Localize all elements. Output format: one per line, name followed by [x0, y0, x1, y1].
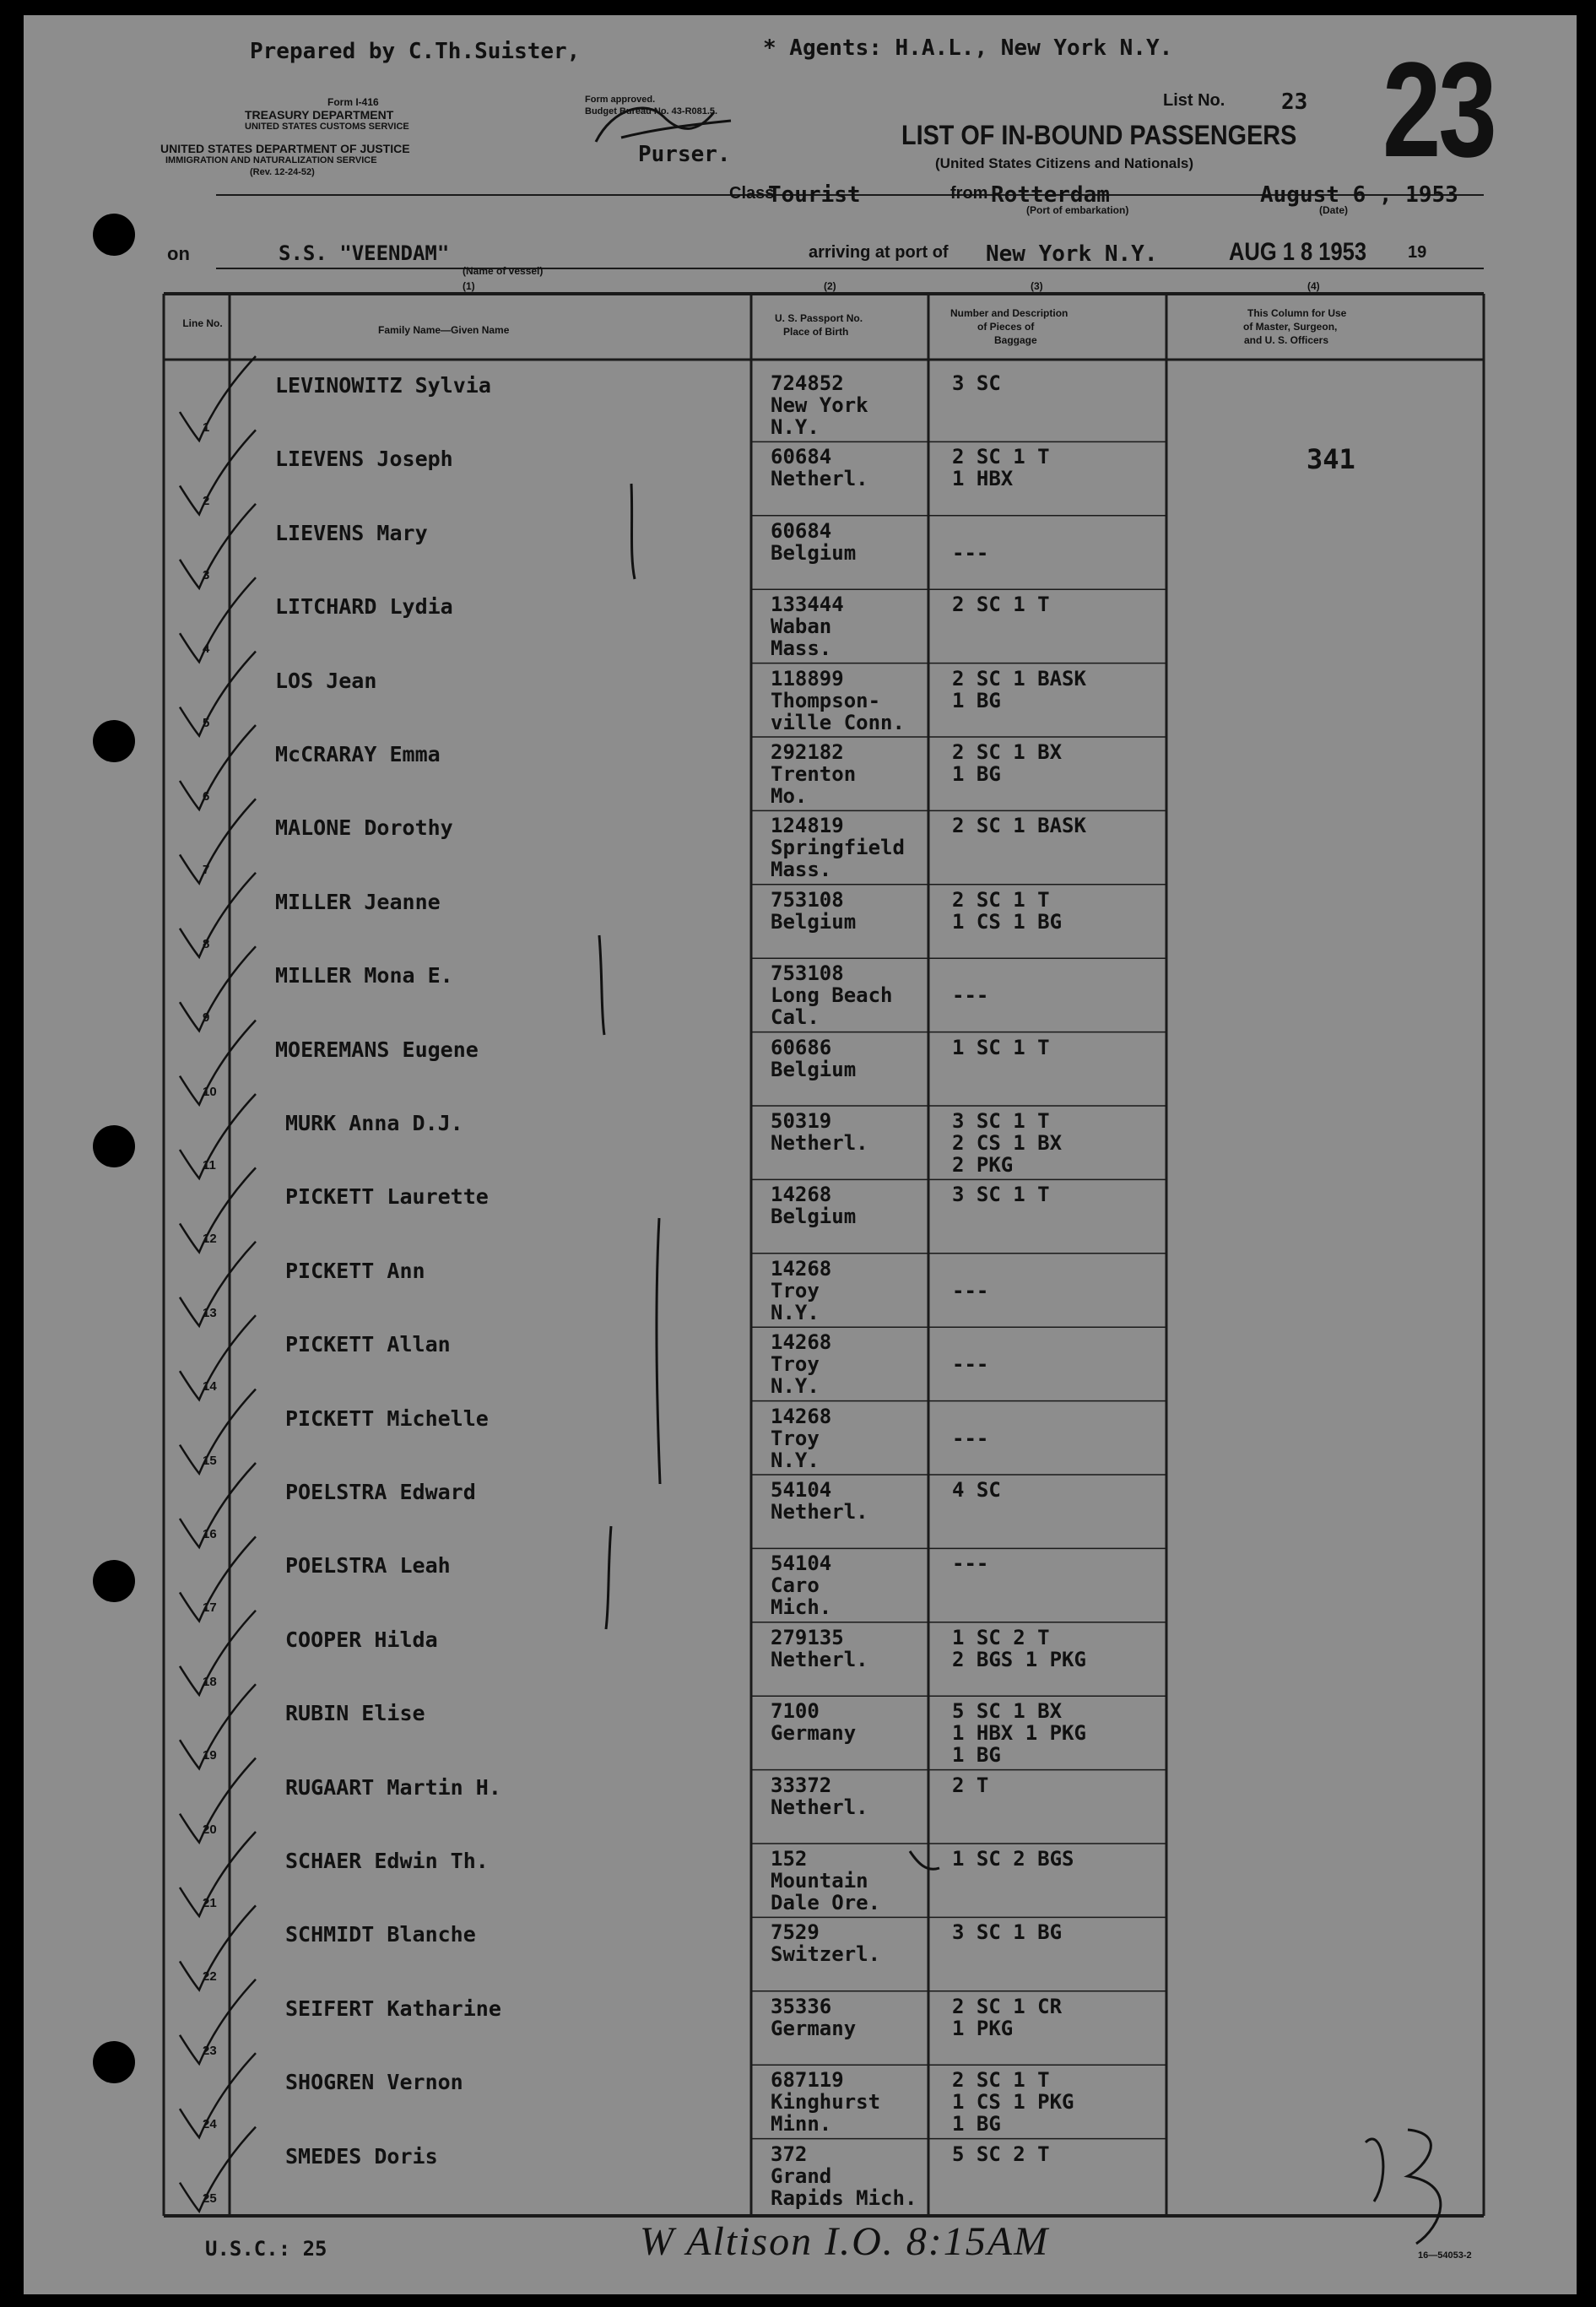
baggage-description: 1 PKG: [952, 2016, 1014, 2040]
form-code: 16—54053-2: [1418, 2250, 1472, 2261]
passport-number: 118899: [771, 666, 844, 690]
baggage-description: 1 SC 2 T: [952, 1625, 1050, 1649]
birthplace: Dale Ore.: [771, 1891, 881, 1914]
baggage-description: 3 SC 1 BG: [952, 1920, 1063, 1945]
baggage-description: 2 SC 1 T: [952, 2068, 1050, 2093]
baggage-description: 2 SC 1 CR: [952, 1994, 1063, 2018]
passenger-name: LIEVENS Mary: [275, 520, 428, 545]
baggage-description: 2 SC 1 T: [952, 593, 1050, 617]
passport-number: 14268: [771, 1330, 832, 1355]
arriving-label: arriving at port of: [809, 243, 949, 262]
passport-number: 687119: [771, 2068, 844, 2093]
birthplace: N.Y.: [771, 1300, 820, 1324]
agents: * Agents: H.A.L., New York N.Y.: [763, 35, 1173, 61]
line-number: 12: [203, 1232, 217, 1247]
passenger-name: RUBIN Elise: [285, 1701, 425, 1726]
birthplace: Thompson-: [771, 688, 881, 712]
birthplace: Kinghurst: [771, 2090, 881, 2115]
line-number: 19: [203, 1748, 217, 1763]
baggage-description: ---: [952, 1352, 989, 1377]
passenger-name: POELSTRA Edward: [285, 1480, 476, 1504]
passenger-name: POELSTRA Leah: [285, 1553, 451, 1579]
col-header-officers-3: and U. S. Officers: [1244, 334, 1329, 346]
budget-bureau: Budget Bureau No. 43-R081.5.: [585, 106, 718, 116]
baggage-description: 3 SC 1 T: [952, 1109, 1050, 1133]
line-number: 23: [203, 2043, 217, 2058]
birthplace: Trenton: [771, 762, 857, 786]
birthplace: Rapids Mich.: [771, 2185, 917, 2210]
passenger-name: McCRARAY Emma: [275, 742, 441, 766]
passenger-name: RUGAART Martin H.: [285, 1774, 501, 1800]
birthplace: Troy: [771, 1352, 820, 1377]
baggage-description: ---: [952, 1426, 989, 1450]
passport-number: 14268: [771, 1404, 832, 1428]
birthplace: Waban: [771, 615, 832, 639]
line-number: 9: [203, 1010, 210, 1026]
birthplace: Netherl.: [771, 1795, 868, 1819]
passenger-name: SCHMIDT Blanche: [285, 1922, 476, 1947]
birthplace: Mass.: [771, 636, 832, 661]
birthplace: Mountain: [771, 1869, 868, 1893]
passenger-name: SHOGREN Vernon: [285, 2070, 463, 2095]
birthplace: Switzerl.: [771, 1942, 881, 1967]
baggage-description: 1 SC 1 T: [952, 1035, 1050, 1059]
line-number: 5: [203, 715, 210, 730]
birthplace: Netherl.: [771, 1500, 868, 1524]
baggage-description: 1 CS 1 PKG: [952, 2090, 1074, 2115]
manifest-page: [24, 15, 1577, 2294]
baggage-description: 2 T: [952, 1773, 989, 1797]
baggage-description: 2 PKG: [952, 1153, 1014, 1177]
baggage-description: 1 SC 2 BGS: [952, 1847, 1074, 1871]
birthplace: Mass.: [771, 858, 832, 882]
passport-number: 60684: [771, 445, 832, 469]
baggage-description: 1 HBX: [952, 467, 1014, 491]
passport-number: 279135: [771, 1625, 844, 1649]
passport-number: 133444: [771, 593, 844, 617]
form-title: LIST OF IN-BOUND PASSENGERS: [901, 120, 1297, 150]
baggage-description: 2 SC 1 BX: [952, 740, 1063, 764]
passenger-name: MALONE Dorothy: [275, 815, 453, 841]
passenger-name: PICKETT Ann: [285, 1258, 425, 1283]
birthplace: Germany: [771, 2016, 857, 2040]
line-number: 2: [203, 494, 210, 509]
passenger-name: MOEREMANS Eugene: [275, 1037, 479, 1062]
treasury-dept: TREASURY DEPARTMENT: [245, 108, 394, 122]
passenger-name: LEVINOWITZ Sylvia: [275, 373, 491, 398]
passport-number: 33372: [771, 1773, 832, 1797]
line-number: 15: [203, 1453, 217, 1468]
baggage-description: 1 BG: [952, 688, 1001, 712]
from-label: from: [950, 184, 988, 203]
list-no-label: List No.: [1163, 91, 1225, 110]
passport-number: 372: [771, 2142, 808, 2166]
baggage-description: 1 BG: [952, 2112, 1001, 2136]
col-num-4: (4): [1307, 280, 1320, 292]
line-number: 18: [203, 1674, 217, 1689]
form-subtitle: (United States Citizens and Nationals): [935, 155, 1194, 171]
baggage-description: 5 SC 1 BX: [952, 1699, 1063, 1724]
passenger-name: MILLER Jeanne: [275, 889, 441, 914]
passport-number: 35336: [771, 1994, 832, 2018]
vessel-caption: (Name of vessel): [463, 265, 544, 277]
birthplace: ville Conn.: [771, 710, 905, 734]
col-header-birthplace: Place of Birth: [783, 326, 849, 338]
passport-number: 753108: [771, 887, 844, 912]
birthplace: N.Y.: [771, 415, 820, 439]
birthplace: Caro: [771, 1573, 820, 1598]
vessel-name: S.S. "VEENDAM": [279, 241, 450, 265]
line-number: 14: [203, 1379, 217, 1394]
birthplace: Belgium: [771, 1057, 857, 1081]
line-number: 13: [203, 1305, 217, 1320]
form-approved: Form approved.: [585, 95, 656, 105]
baggage-description: 5 SC 2 T: [952, 2142, 1050, 2166]
from-value: Rotterdam: [991, 182, 1110, 208]
line-number: 10: [203, 1084, 217, 1099]
birthplace: Belgium: [771, 540, 857, 565]
birthplace: Grand: [771, 2163, 832, 2188]
line-number: 17: [203, 1600, 217, 1616]
date-caption: (Date): [1319, 204, 1349, 216]
col-header-baggage-2: of Pieces of: [977, 321, 1035, 333]
line-number: 6: [203, 789, 210, 804]
passenger-name: PICKETT Laurette: [285, 1184, 489, 1210]
birthplace: Netherl.: [771, 467, 868, 491]
line-number: 21: [203, 1896, 217, 1910]
baggage-description: 1 CS 1 BG: [952, 909, 1063, 934]
ins-service: IMMIGRATION AND NATURALIZATION SERVICE: [165, 155, 377, 165]
passport-number: 292182: [771, 740, 844, 764]
col-num-3: (3): [1031, 280, 1043, 292]
inspector-signature: W Altison I.O. 8:15AM: [640, 2219, 1050, 2264]
baggage-description: ---: [952, 1552, 989, 1576]
line-number: 4: [203, 642, 210, 657]
passport-number: 753108: [771, 961, 844, 986]
baggage-description: 3 SC 1 T: [952, 1183, 1050, 1207]
col-header-name: Family Name—Given Name: [378, 324, 510, 336]
baggage-description: 2 BGS 1 PKG: [952, 1647, 1086, 1671]
col-header-line-no: Line No.: [182, 317, 223, 329]
line-number: 20: [203, 1822, 217, 1837]
baggage-description: 2 SC 1 T: [952, 887, 1050, 912]
birthplace: Troy: [771, 1426, 820, 1450]
usc-total: U.S.C.: 25: [205, 2237, 327, 2261]
class-value: Tourist: [768, 182, 861, 208]
baggage-description: 4 SC: [952, 1478, 1001, 1502]
port-embark-caption: (Port of embarkation): [1026, 204, 1129, 216]
officer-note: 341: [1307, 443, 1355, 476]
col-header-baggage-3: Baggage: [994, 334, 1037, 346]
line-number: 7: [203, 863, 210, 878]
baggage-description: 2 SC 1 BASK: [952, 814, 1086, 838]
baggage-description: 2 SC 1 T: [952, 445, 1050, 469]
passenger-name: SEIFERT Katharine: [285, 1996, 501, 2021]
handwritten-marks: [24, 15, 1577, 2294]
birthplace: New York: [771, 393, 868, 417]
baggage-description: 1 HBX 1 PKG: [952, 1721, 1086, 1746]
line-number: 24: [203, 2117, 217, 2132]
line-number: 16: [203, 1527, 217, 1541]
passenger-name: SMEDES Doris: [285, 2143, 438, 2169]
birthplace: Mich.: [771, 1595, 832, 1620]
on-label: on: [167, 243, 190, 264]
passenger-name: LIEVENS Joseph: [275, 447, 453, 472]
passport-number: 7100: [771, 1699, 820, 1724]
col-header-passport: U. S. Passport No.: [775, 312, 863, 324]
col-num-1: (1): [463, 280, 475, 292]
line-number: 3: [203, 567, 210, 582]
passport-number: 724852: [771, 371, 844, 395]
line-number: 25: [203, 2191, 217, 2206]
passenger-name: MILLER Mona E.: [275, 963, 453, 988]
birthplace: Long Beach: [771, 983, 893, 1008]
passenger-name: MURK Anna D.J.: [285, 1111, 463, 1135]
line-number: 11: [203, 1158, 216, 1172]
passenger-name: PICKETT Michelle: [285, 1405, 489, 1431]
baggage-description: 3 SC: [952, 371, 1001, 395]
passport-number: 50319: [771, 1109, 832, 1133]
baggage-description: ---: [952, 983, 989, 1008]
revision: (Rev. 12-24-52): [250, 167, 315, 177]
arrival-port: New York N.Y.: [986, 241, 1158, 267]
col-header-officers-1: This Column for Use: [1247, 307, 1347, 319]
birthplace: Netherl.: [771, 1131, 868, 1155]
year-prefix: 19: [1408, 243, 1427, 262]
birthplace: Netherl.: [771, 1647, 868, 1671]
col-header-baggage-1: Number and Description: [950, 307, 1069, 319]
line-number: 22: [203, 1969, 217, 1985]
arrival-date-stamp: AUG 1 8 1953: [1229, 238, 1367, 266]
passport-number: 14268: [771, 1256, 832, 1281]
departure-date: August 6 , 1953: [1260, 182, 1458, 208]
line-number: 8: [203, 936, 210, 951]
baggage-description: 2 CS 1 BX: [952, 1131, 1063, 1155]
line-number: 1: [203, 420, 210, 435]
passport-number: 60686: [771, 1035, 832, 1059]
birthplace: Minn.: [771, 2112, 832, 2136]
baggage-description: 2 SC 1 BASK: [952, 666, 1086, 690]
passport-number: 54104: [771, 1478, 832, 1502]
col-num-2: (2): [824, 280, 836, 292]
birthplace: Belgium: [771, 1205, 857, 1229]
col-header-officers-2: of Master, Surgeon,: [1243, 321, 1338, 333]
birthplace: Springfield: [771, 836, 905, 860]
list-no: 23: [1281, 89, 1308, 115]
passport-number: 14268: [771, 1183, 832, 1207]
passenger-name: LOS Jean: [275, 668, 377, 693]
prepared-by: Prepared by C.Th.Suister,: [250, 39, 581, 64]
baggage-description: ---: [952, 540, 989, 565]
baggage-description: 1 BG: [952, 1743, 1001, 1768]
birthplace: Mo.: [771, 784, 808, 808]
birthplace: Germany: [771, 1721, 857, 1746]
baggage-description: 1 BG: [952, 762, 1001, 786]
birthplace: Cal.: [771, 1005, 820, 1030]
justice-dept: UNITED STATES DEPARTMENT OF JUSTICE: [160, 142, 410, 155]
birthplace: Troy: [771, 1278, 820, 1302]
birthplace: N.Y.: [771, 1448, 820, 1472]
passenger-name: PICKETT Allan: [285, 1332, 451, 1357]
big-list-number: 23: [1382, 34, 1495, 185]
passport-number: 152: [771, 1847, 808, 1871]
baggage-description: ---: [952, 1278, 989, 1302]
birthplace: N.Y.: [771, 1374, 820, 1399]
form-number: Form I-416: [327, 96, 379, 108]
passport-number: 7529: [771, 1920, 820, 1945]
passport-number: 54104: [771, 1552, 832, 1576]
customs-service: UNITED STATES CUSTOMS SERVICE: [245, 122, 409, 132]
birthplace: Belgium: [771, 909, 857, 934]
passenger-name: COOPER Hilda: [285, 1627, 438, 1652]
passenger-name: SCHAER Edwin Th.: [285, 1849, 489, 1873]
passport-number: 124819: [771, 814, 844, 838]
passenger-name: LITCHARD Lydia: [275, 594, 453, 620]
class-label: Class: [729, 184, 775, 203]
purser-label: Purser.: [638, 142, 731, 167]
passport-number: 60684: [771, 518, 832, 543]
